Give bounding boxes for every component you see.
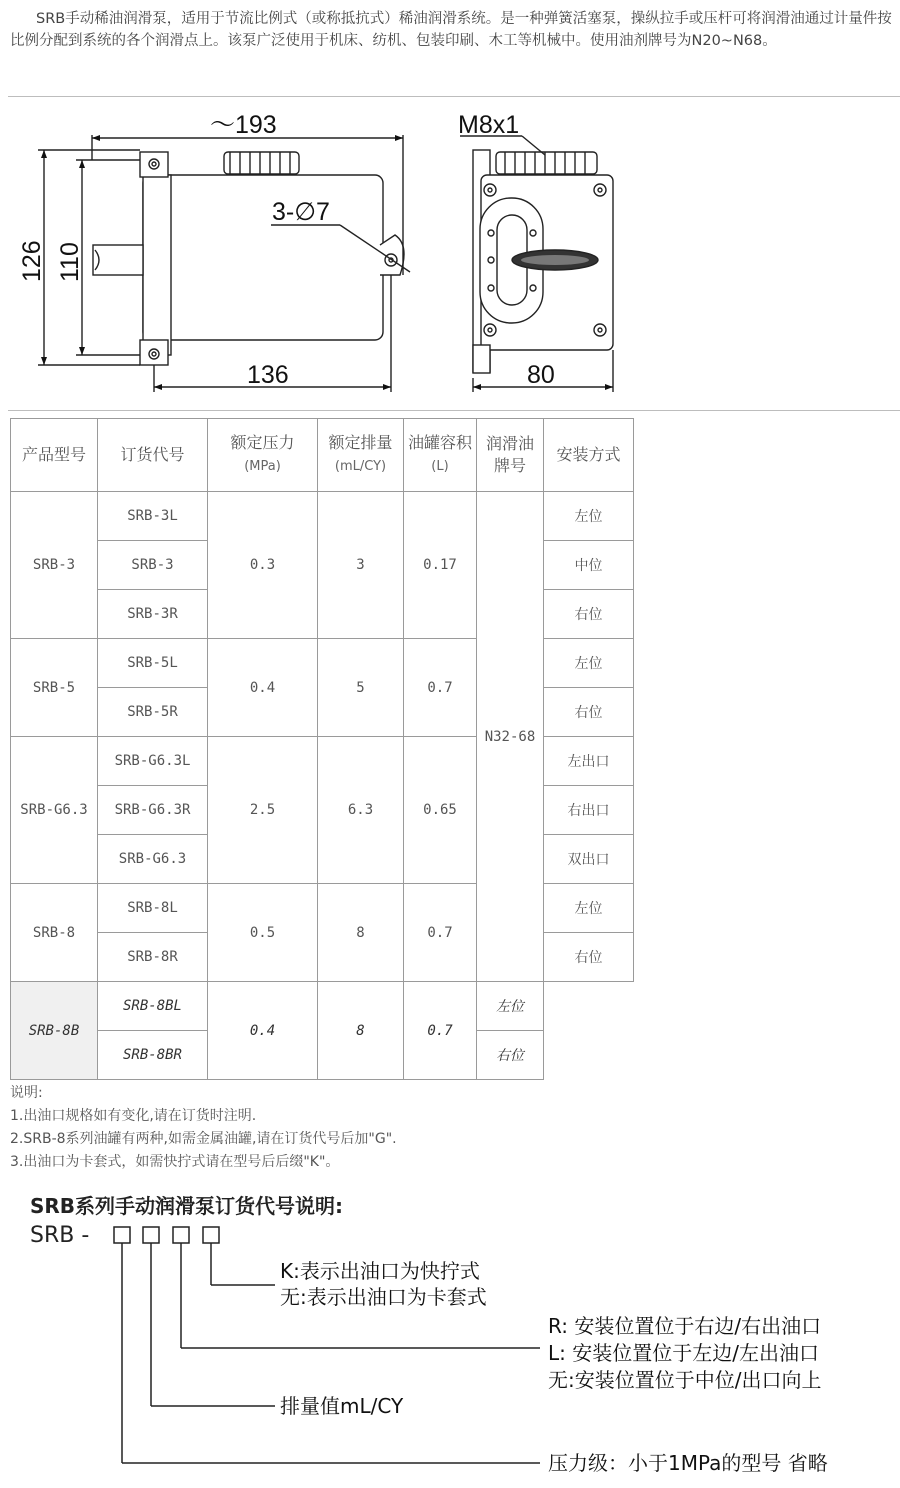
header-volume: 额定排量 (mL/CY)	[318, 419, 404, 492]
note-line: 3.出油口为卡套式，如需快拧式请在型号后后缀"K"。	[10, 1154, 340, 1170]
cell-mount: 左出口	[544, 737, 634, 786]
dim-126: 126	[18, 240, 46, 282]
dim-m8: M8x1	[458, 111, 520, 139]
cell-tank: 0.65	[404, 737, 477, 884]
dim-136: 136	[247, 361, 289, 389]
cell-pressure: 0.5	[208, 884, 318, 982]
divider-mid	[8, 410, 900, 411]
cell-code: SRB-8BL	[98, 982, 208, 1031]
code-k1: K:表示出油口为快拧式	[280, 1259, 480, 1283]
cell-mount: 右位	[544, 590, 634, 639]
cell-pressure: 0.4	[208, 639, 318, 737]
cell-model: SRB-5	[11, 639, 98, 737]
header-code: 订货代号	[98, 419, 208, 492]
header-mount: 安装方式	[544, 419, 634, 492]
spec-table	[10, 418, 634, 1080]
cell-model: SRB-8	[11, 884, 98, 982]
cell-volume: 5	[318, 639, 404, 737]
pump-dimension-drawing	[0, 100, 900, 410]
cell-volume: 6.3	[318, 737, 404, 884]
cell-volume: 8	[318, 884, 404, 982]
cell-model: SRB-G6.3	[11, 737, 98, 884]
code-r3: 无:安装位置位于中位/出口向上	[548, 1368, 822, 1392]
header-model: 产品型号	[11, 419, 98, 492]
code-k2: 无:表示出油口为卡套式	[280, 1285, 487, 1309]
dim-80: 80	[527, 361, 555, 389]
cell-mount: 左位	[544, 639, 634, 688]
code-r2: L: 安装位置位于左边/左出油口	[548, 1341, 819, 1365]
cell-pressure: 2.5	[208, 737, 318, 884]
cell-mount: 左位	[544, 884, 634, 933]
cell-code: SRB-G6.3	[98, 835, 208, 884]
cell-code: SRB-3	[98, 541, 208, 590]
cell-code: SRB-G6.3L	[98, 737, 208, 786]
cell-oil: N32-68	[477, 492, 544, 982]
cell-mount: 左位	[477, 982, 544, 1031]
cell-model: SRB-8B	[11, 982, 98, 1080]
cell-tank: 0.17	[404, 492, 477, 639]
cell-code: SRB-5L	[98, 639, 208, 688]
dim-110: 110	[56, 242, 84, 282]
code-press: 压力级：小于1MPa的型号 省略	[548, 1451, 828, 1475]
intro-text: SRB手动稀油润滑泵，适用于节流比例式（或称抵抗式）稀油润滑系统。是一种弹簧活塞泵，操纵拉手或压杆可将润滑油通过计量件按比例分配到系统的各个润滑点上。该泵广泛使用于机床、纺机、包装印刷、木工等机械中。使用油剂牌号为N20~N68。	[10, 11, 892, 49]
cell-volume: 8	[318, 982, 404, 1080]
cell-code: SRB-3L	[98, 492, 208, 541]
cell-mount: 右位	[477, 1031, 544, 1080]
note-line: 2.SRB-8系列油罐有两种,如需金属油罐,请在订货代号后加"G".	[10, 1131, 397, 1147]
code-disp: 排量值mL/CY	[280, 1394, 404, 1418]
divider-top	[8, 96, 900, 97]
cell-code: SRB-8BR	[98, 1031, 208, 1080]
code-title: SRB系列手动润滑泵订货代号说明:	[30, 1194, 344, 1218]
cell-tank: 0.7	[404, 982, 477, 1080]
cell-tank: 0.7	[404, 639, 477, 737]
cell-pressure: 0.4	[208, 982, 318, 1080]
cell-mount: 中位	[544, 541, 634, 590]
cell-pressure: 0.3	[208, 492, 318, 639]
cell-volume: 3	[318, 492, 404, 639]
cell-mount: 右位	[544, 933, 634, 982]
dim-193: ～193	[210, 111, 277, 139]
cell-mount: 右位	[544, 688, 634, 737]
header-oil: 润滑油 牌号	[477, 419, 544, 492]
note-line: 1.出油口规格如有变化,请在订货时注明.	[10, 1108, 257, 1124]
code-head: SRB -	[30, 1223, 90, 1248]
dim-hole: 3-∅7	[272, 198, 330, 226]
cell-code: SRB-8R	[98, 933, 208, 982]
notes	[10, 1082, 397, 1174]
header-tank: 油罐容积 (L)	[404, 419, 477, 492]
header-pressure: 额定压力 (MPa)	[208, 419, 318, 492]
cell-mount: 左位	[544, 492, 634, 541]
cell-code: SRB-G6.3R	[98, 786, 208, 835]
cell-tank: 0.7	[404, 884, 477, 982]
cell-code: SRB-3R	[98, 590, 208, 639]
cell-code: SRB-8L	[98, 884, 208, 933]
note-line: 说明:	[10, 1085, 43, 1101]
cell-code: SRB-5R	[98, 688, 208, 737]
cell-mount: 双出口	[544, 835, 634, 884]
code-r1: R: 安装位置位于右边/右出油口	[548, 1314, 822, 1338]
cell-model: SRB-3	[11, 492, 98, 639]
cell-mount: 右出口	[544, 786, 634, 835]
